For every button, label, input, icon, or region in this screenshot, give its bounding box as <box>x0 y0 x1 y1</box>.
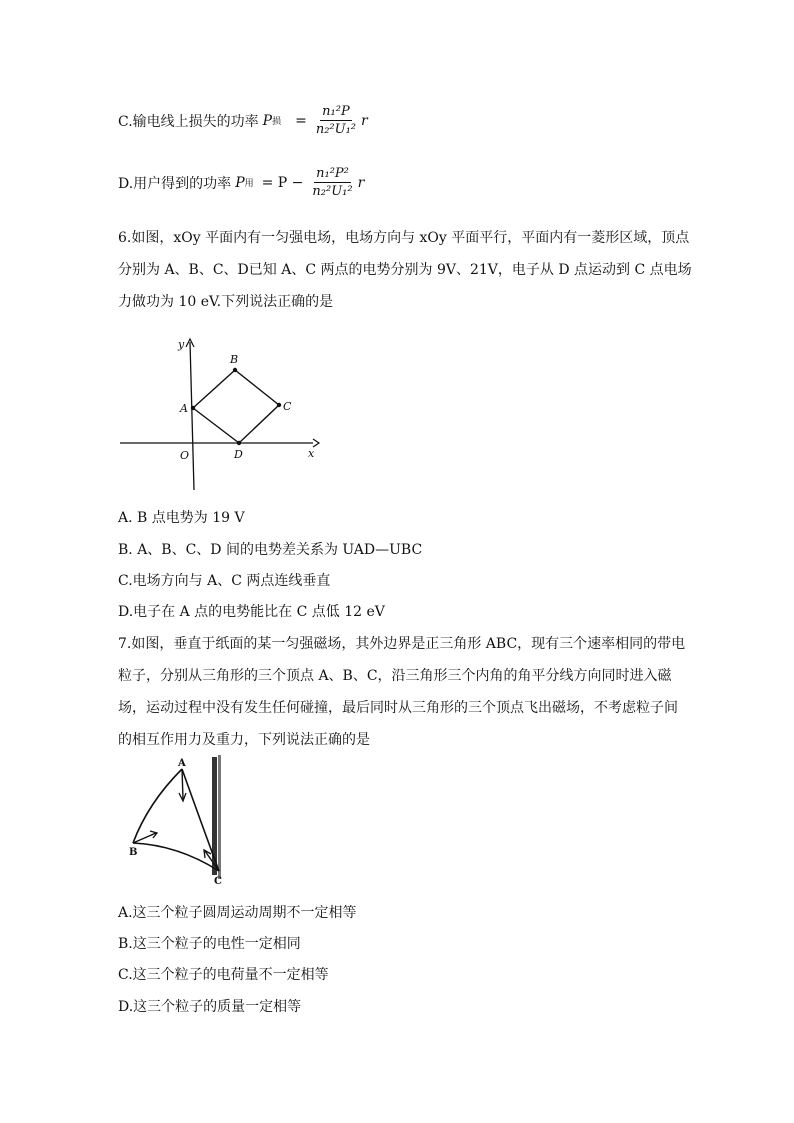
y-axis-label: y <box>178 338 185 351</box>
option-d-tail: r <box>357 174 365 191</box>
option-c-formula <box>118 104 368 137</box>
q6-option-a: A. B 点电势为 19 V <box>118 510 245 526</box>
x-axis-arrow <box>313 439 319 447</box>
point-a <box>191 406 195 410</box>
q6-option-c: C.电场方向与 A、C 两点连线垂直 <box>118 573 331 589</box>
q7-line-2: 粒子，分别从三角形的三个顶点 A、B、C，沿三角形三个内角的角平分线方向同时进入磁 <box>118 668 672 684</box>
option-d-label: D.用户得到的功率 <box>118 175 232 192</box>
q7-line-3: 场，运动过程中没有发生任何碰撞，最后同时从三角形的三个顶点飞出磁场，不考虑粒子间 <box>118 700 678 716</box>
label-a: A <box>180 402 188 415</box>
label-b: B <box>129 847 138 858</box>
q7-option-b: B.这三个粒子的电性一定相同 <box>118 936 301 952</box>
q7-triangle-figure <box>126 755 236 887</box>
option-d-symbol: P <box>235 174 245 191</box>
point-c <box>277 403 281 407</box>
option-c-fraction <box>314 104 358 137</box>
q7-option-a: A.这三个粒子圆周运动周期不一定相等 <box>118 905 357 921</box>
q6-line-3: 力做功为 10 eV.下列说法正确的是 <box>118 294 334 310</box>
q6-line-1: 6.如图，xOy 平面内有一匀强电场，电场方向与 xOy 平面平行，平面内有一菱形区域，顶点 <box>118 230 690 246</box>
label-b: B <box>230 353 239 366</box>
q7-line-4: 的相互作用力及重力，下列说法正确的是 <box>118 732 370 748</box>
side-bc <box>133 843 219 871</box>
option-c-symbol: P <box>262 112 273 129</box>
x-axis-label: x <box>308 447 315 460</box>
scan-streak-light <box>218 755 221 879</box>
option-c-tail: r <box>361 112 368 129</box>
label-d: D <box>234 448 243 461</box>
point-d <box>237 441 241 445</box>
option-d-equals: = P − <box>261 174 304 191</box>
q7-option-d: D.这三个粒子的质量一定相等 <box>118 999 302 1015</box>
arrow-a <box>182 769 183 799</box>
q7-option-c: C.这三个粒子的电荷量不一定相等 <box>118 967 329 983</box>
rhombus <box>193 370 279 443</box>
option-d-subscript: 用 <box>244 179 254 189</box>
q6-option-b: B. A、B、C、D 间的电势差关系为 UAD—UBC <box>118 542 423 558</box>
y-axis <box>190 342 194 490</box>
side-ab <box>133 769 182 843</box>
option-c-numerator: n₁²P <box>322 104 350 119</box>
option-c-denominator: n₂²U₁² <box>315 122 357 137</box>
q6-line-2: 分别为 A、B、C、D已知 A、C 两点的电势分别为 9V、21V，电子从 D 点运动到 C 点电场 <box>118 262 692 278</box>
q6-option-d: D.电子在 A 点的电势能比在 C 点低 12 eV <box>118 604 385 620</box>
point-b <box>233 368 237 372</box>
option-d-formula <box>118 166 364 199</box>
option-d-denominator: n₂²U₁² <box>312 184 353 199</box>
origin-label: O <box>180 449 190 462</box>
option-d-numerator: n₁²P² <box>316 166 349 181</box>
label-a: A <box>178 758 186 769</box>
option-c-label: C.输电线上损失的功率 <box>118 113 259 130</box>
q6-rhombus-figure <box>118 330 328 495</box>
option-c-equals: = <box>295 112 307 129</box>
option-c-subscript: 损 <box>272 117 282 127</box>
label-c: C <box>283 400 292 413</box>
option-d-fraction <box>310 166 354 199</box>
label-c: C <box>214 876 222 887</box>
q7-line-1: 7.如图，垂直于纸面的某一匀强磁场，其外边界是正三角形 ABC，现有三个速率相同的带电 <box>118 636 686 652</box>
